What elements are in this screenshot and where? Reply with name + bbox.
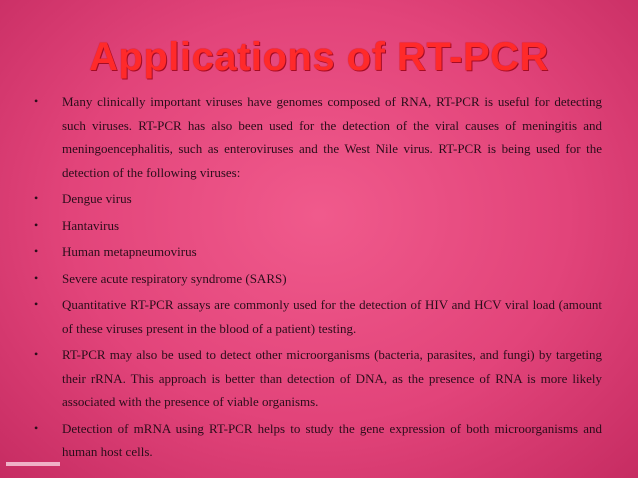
bullet-text: RT-PCR may also be used to detect other microorganisms (bacteria, parasites, and fungi) by targeting their rRNA. This approach is better than detection of DNA, as the presence of RNA is more likely associated with the presence of viable organisms. (62, 347, 602, 409)
bullet-icon: • (34, 217, 39, 232)
bullet-text: Dengue virus (62, 191, 132, 206)
bullet-icon: • (34, 94, 39, 108)
bullet-item (30, 417, 602, 464)
bullet-item (30, 267, 602, 291)
bullet-icon: • (34, 244, 39, 258)
bullet-text: Hantavirus (62, 217, 120, 233)
bullet-icon: • (34, 420, 39, 435)
bullet-item (30, 293, 602, 340)
bullet-list (30, 90, 602, 467)
bullet-item (30, 240, 602, 264)
bullet-item (30, 187, 602, 211)
slide-title: Applications of RT-PCR (89, 35, 549, 79)
slide-footer-bar (6, 462, 60, 466)
bullet-text: Many clinically important viruses have genomes composed of RNA, RT-PCR is useful for detecting such viruses. RT-PCR has also been used for the detection of the viral causes of meningitis and meningoencephalitis, such as enteroviruses and the West Nile virus. RT-PCR is being used for the detection of the following viruses: (62, 94, 602, 180)
bullet-text: Detection of mRNA using RT-PCR helps to study the gene expression of both microorganisms and human host cells. (62, 420, 602, 459)
bullet-item (30, 343, 602, 414)
bullet-item (30, 90, 602, 184)
bullet-icon: • (34, 270, 39, 285)
bullet-icon: • (34, 297, 39, 311)
bullet-text: Human metapneumovirus (62, 244, 197, 259)
bullet-icon: • (34, 347, 39, 361)
bullet-text: Quantitative RT-PCR assays are commonly used for the detection of HIV and HCV viral load (amount of these viruses present in the blood of a patient) testing. (62, 297, 602, 336)
bullet-icon: • (34, 191, 39, 205)
bullet-item (30, 214, 602, 238)
bullet-text: Severe acute respiratory syndrome (SARS) (62, 270, 287, 286)
